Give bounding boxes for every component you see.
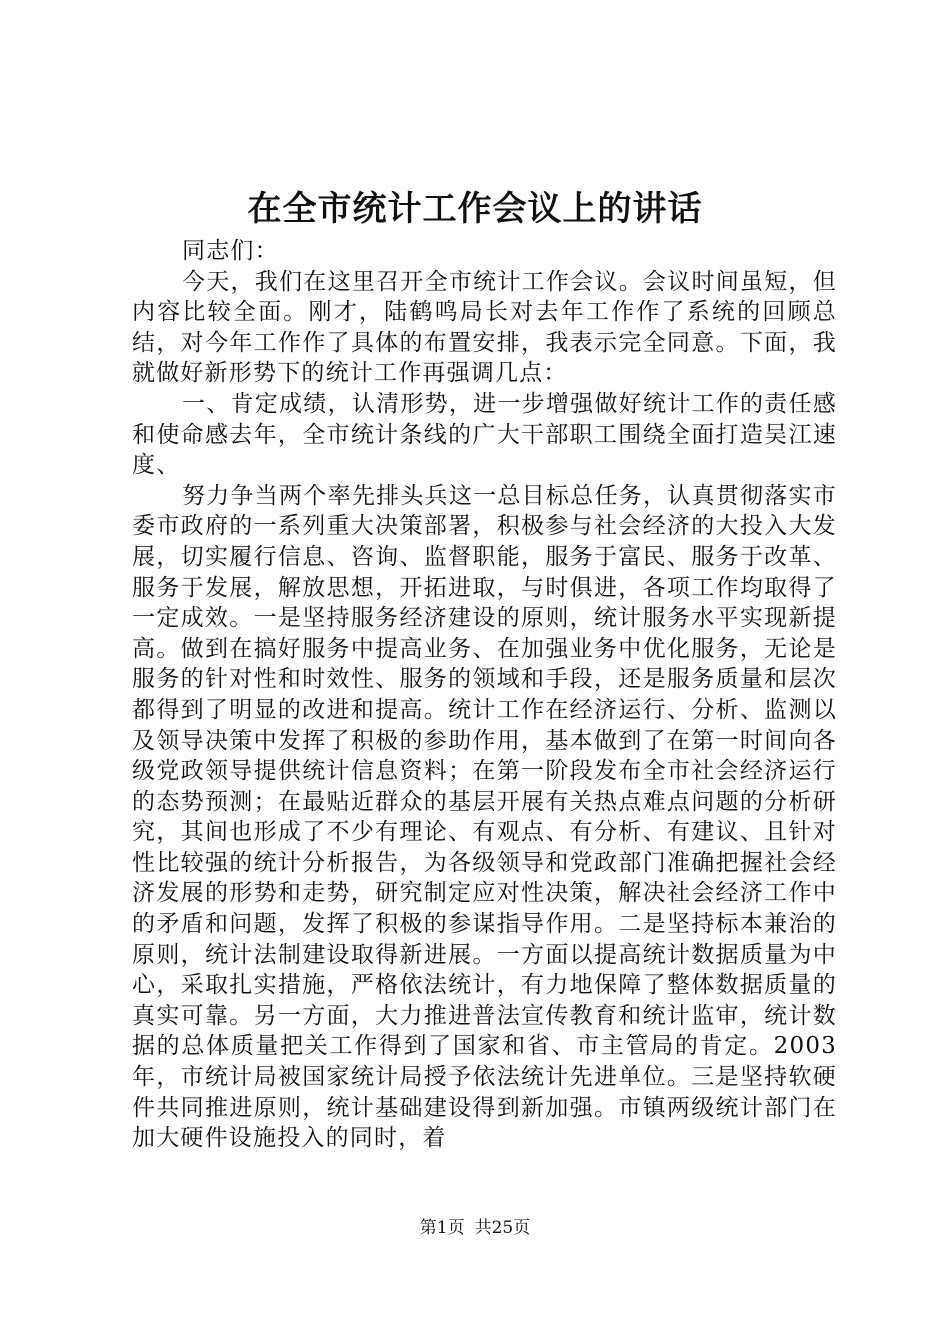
page-footer [0,1216,950,1240]
page-title: 在全市统计工作会议上的讲话 [247,189,703,229]
achievements-paragraph: 努力争当两个率先排头兵这一总目标总任务，认真贯彻落实市委市政府的一系列重大决策部署，积极参与社会经济的大投入大发展，切实履行信息、咨询、监督职能，服务于富民、服务于改革、服务于发展，解放思想，开拓进取，与时俱进，各项工作均取得了一定成效。一是坚持服务经济建设的原则，统计服务水平实现新提高。做到在搞好服务中提高业务、在加强业务中优化服务，无论是服务的针对性和时效性、服务的领域和手段，还是服务质量和层次都得到了明显的改进和提高。统计工作在经济运行、分析、监测以及领导决策中发挥了积极的参助作用，基本做到了在第一时间向各级党政领导提供统计信息资料；在第一阶段发布全市社会经济运行的态势预测；在最贴近群众的基层开展有关热点难点问题的分析研究，其间也形成了不少有理论、有观点、有分析、有建议、且针对性比较强的统计分析报告，为各级领导和党政部门准确把握社会经济发展的形势和走势，研究制定应对性决策，解决社会经济工作中的矛盾和问题，发挥了积极的参谋指导作用。二是坚持标本兼治的原则，统计法制建设取得新进展。一方面以提高统计数据质量为中心，采取扎实措施，严格依法统计，有力地保障了整体数据质量的真实可靠。另一方面，大力推进普法宣传教育和统计监审，统计数据的总体质量把关工作得到了国家和省、市主管局的肯定。2003年，市统计局被国家统计局授予依法统计先进单位。三是坚持软硬件共同推进原则，统计基础建设得到新加强。市镇两级统计部门在加大硬件设施投入的同时，着 [132,482,837,1152]
section-one-heading-paragraph: 一、肯定成绩，认清形势，进一步增强做好统计工作的责任感和使命感去年，全市统计条线的广大干部职工围绕全面打造吴江速度、 [132,390,837,479]
intro-paragraph: 今天，我们在这里召开全市统计工作会议。会议时间虽短，但内容比较全面。刚才，陆鹤鸣局长对去年工作作了系统的回顾总结，对今年工作作了具体的布置安排，我表示完全同意。下面，我就做好新形势下的统计工作再强调几点： [132,268,837,387]
page-number: 第1页 [419,1218,465,1238]
page-total: 共25页 [474,1218,531,1238]
salutation-paragraph: 同志们： [182,238,279,264]
document-body [132,236,837,1154]
